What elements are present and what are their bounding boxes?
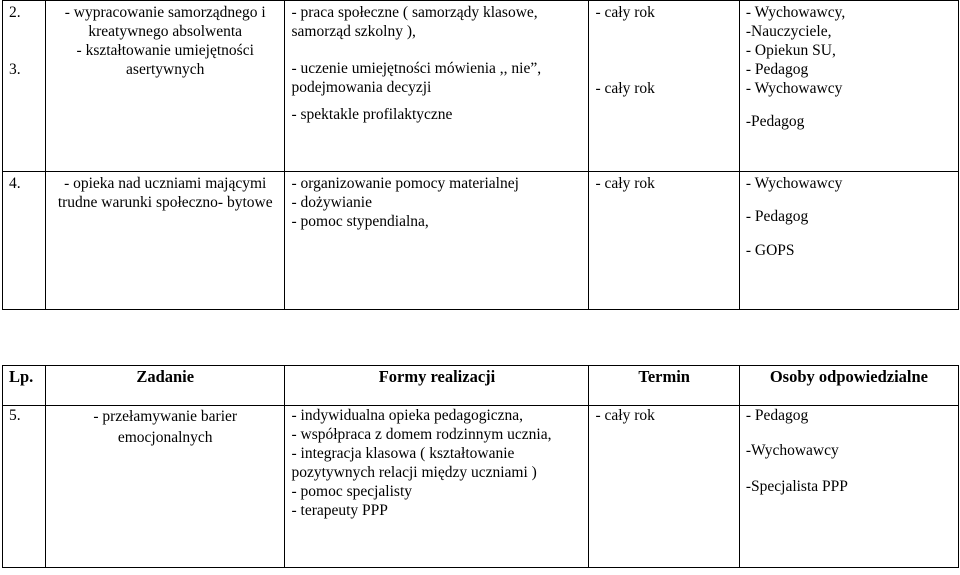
forms-cell (285, 1, 589, 172)
person-item: - Pedagog (745, 61, 809, 78)
form-item: - indywidualna opieka pedagogiczna, (291, 407, 524, 424)
form-item: - dożywianie (291, 194, 372, 211)
term-cell (589, 1, 739, 172)
lp-cell (3, 172, 46, 310)
person-item: - Wychowawcy (745, 175, 843, 192)
header-lp: Lp. (3, 366, 46, 406)
row-number: 3. (9, 61, 21, 78)
header-term: Termin (589, 366, 739, 406)
form-item: - terapeuty PPP (291, 502, 388, 519)
task-text: - przełamywanie barier emocjonalnych (93, 408, 238, 446)
forms-cell (285, 406, 589, 568)
form-item: - współpraca z domem rodzinnym ucznia, (291, 426, 552, 443)
form-item: - pomoc stypendialna, (291, 213, 429, 230)
person-item: - Pedagog (745, 208, 809, 225)
form-item: - uczenie umiejętności mówienia ,, nie”, podejmowania decyzji (291, 60, 542, 96)
table-row (3, 1, 959, 172)
row-number: 5. (9, 407, 21, 424)
task-text: - wypracowanie samorządnego i kreatywnego absolwenta (64, 4, 266, 40)
form-item: - pomoc specjalisty (291, 483, 413, 500)
task-text: - opieka nad uczniami mającymi trudne warunki społeczno- bytowe (57, 175, 273, 211)
person-item: -Nauczyciele, (745, 23, 832, 40)
task-text: - kształtowanie umiejętności asertywnych (76, 42, 254, 78)
task-cell (45, 1, 285, 172)
person-item: -Specjalista PPP (745, 478, 848, 495)
forms-cell (285, 172, 589, 310)
row-number: 4. (9, 175, 21, 192)
person-item: - Opiekun SU, (745, 42, 836, 59)
person-item: - Pedagog (745, 407, 809, 424)
header-forms: Formy realizacji (285, 366, 589, 406)
form-item: - praca społeczne ( samorządy klasowe, samorząd szkolny ), (291, 4, 538, 40)
term-cell (589, 406, 739, 568)
form-item: - spektakle profilaktyczne (291, 106, 453, 123)
tasks-table (2, 365, 959, 568)
tasks-table-continued (2, 0, 959, 310)
person-item: -Pedagog (745, 113, 805, 130)
person-item: -Wychowawcy (745, 442, 839, 459)
task-cell (45, 172, 285, 310)
persons-cell (739, 1, 958, 172)
person-item: - Wychowawcy (745, 80, 843, 97)
persons-cell (739, 172, 958, 310)
term-text: - cały rok (595, 175, 655, 192)
form-item: - integracja klasowa ( kształtowanie pozytywnych relacji między uczniami ) (291, 445, 537, 481)
term-text: - cały rok (595, 80, 655, 97)
lp-cell (3, 1, 46, 172)
term-text: - cały rok (595, 407, 655, 424)
header-task: Zadanie (45, 366, 285, 406)
persons-cell (739, 406, 958, 568)
table-header-row (3, 366, 959, 406)
lp-cell (3, 406, 46, 568)
header-persons: Osoby odpowiedzialne (739, 366, 958, 406)
table-row (3, 406, 959, 568)
form-item: - organizowanie pomocy materialnej (291, 175, 519, 192)
term-cell (589, 172, 739, 310)
task-cell (45, 406, 285, 568)
row-number: 2. (9, 4, 21, 21)
table-row (3, 172, 959, 310)
person-item: - GOPS (745, 242, 795, 259)
person-item: - Wychowawcy, (745, 4, 846, 21)
term-text: - cały rok (595, 4, 655, 21)
